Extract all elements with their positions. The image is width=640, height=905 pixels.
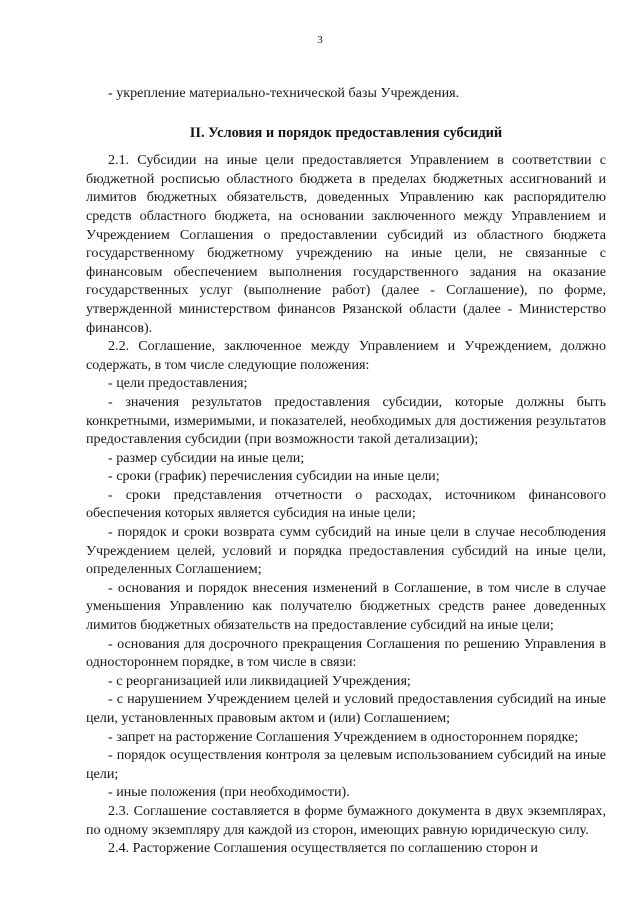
page-number: 3 [317, 34, 323, 46]
paragraph-2-1: 2.1. Субсидии на иные цели предоставляется Управлением в соответствии с бюджетной росписью областного бюджета в пределах бюджетных ассигнований и лимитов бюджетных обязательств, доведенных Управлению как распорядителю средств областного бюджета, на основании заключенного между Управлением и Учреждением Соглашения о предоставлении субсидий из областного бюджета государственному бюджетному учреждению на иные цели, не связанные с финансовым обеспечением выполнения государственного задания на оказание государственных услуг (выполнение работ) (далее - Соглашение), по форме, утвержденной министерством финансов Рязанской области (далее - Министерство финансов). [86, 152, 606, 336]
list-item: - порядок и сроки возврата сумм субсидий на иные цели в случае несоблюдения Учреждением целей, условий и порядка предоставления субсидий на иные цели, определенных Соглашением; [86, 524, 606, 578]
intro-list-item: - укрепление материально-технической базы Учреждения. [108, 85, 460, 101]
list-item: - основания и порядок внесения изменений в Соглашение, в том числе в случае уменьшения Управлению как получателю бюджетных средств ранее доведенных лимитов бюджетных обязательств на предоставление субсидий на иные цели; [86, 579, 606, 634]
list-item: - значения результатов предоставления субсидии, которые должны быть конкретными, измеримыми, и показателей, необходимых для достижения результатов предоставления субсидии (при возможности такой детализации); [86, 393, 606, 448]
list-item: - с реорганизацией или ликвидацией Учреждения; [108, 672, 411, 689]
section-heading: II. Условия и порядок предоставления субсидий [189, 124, 503, 141]
list-item: - цели предоставления; [108, 375, 248, 392]
list-item: - сроки (график) перечисления субсидии на иные цели; [108, 468, 440, 485]
paragraph-2-3: 2.3. Соглашение составляется в форме бумажного документа в двух экземплярах, по одному экземпляру для каждой из сторон, имеющих равную юридическую силу. [86, 802, 606, 838]
document-body [86, 84, 606, 858]
list-item: - запрет на расторжение Соглашения Учреждением в одностороннем порядке; [108, 728, 579, 745]
list-item: - размер субсидии на иные цели; [108, 449, 305, 466]
list-item: - с нарушением Учреждением целей и условий предоставления субсидий на иные цели, установленных правовым актом и (или) Соглашением; [86, 691, 606, 726]
list-item: - сроки представления отчетности о расходах, источником финансового обеспечения которых является субсидия на иные цели; [86, 486, 606, 522]
list-item: - порядок осуществления контроля за целевым использованием субсидий на иные цели; [86, 747, 606, 782]
list-item: - иные положения (при необходимости). [108, 784, 350, 801]
paragraph-2-2: 2.2. Соглашение, заключенное между Управлением и Учреждением, должно содержать, в том числе следующие положения: [86, 338, 606, 373]
paragraph-2-4: 2.4. Расторжение Соглашения осуществляется по соглашению сторон и [108, 840, 538, 857]
list-item: - основания для досрочного прекращения Соглашения по решению Управления в одностороннем порядке, в том числе в связи: [86, 635, 606, 671]
